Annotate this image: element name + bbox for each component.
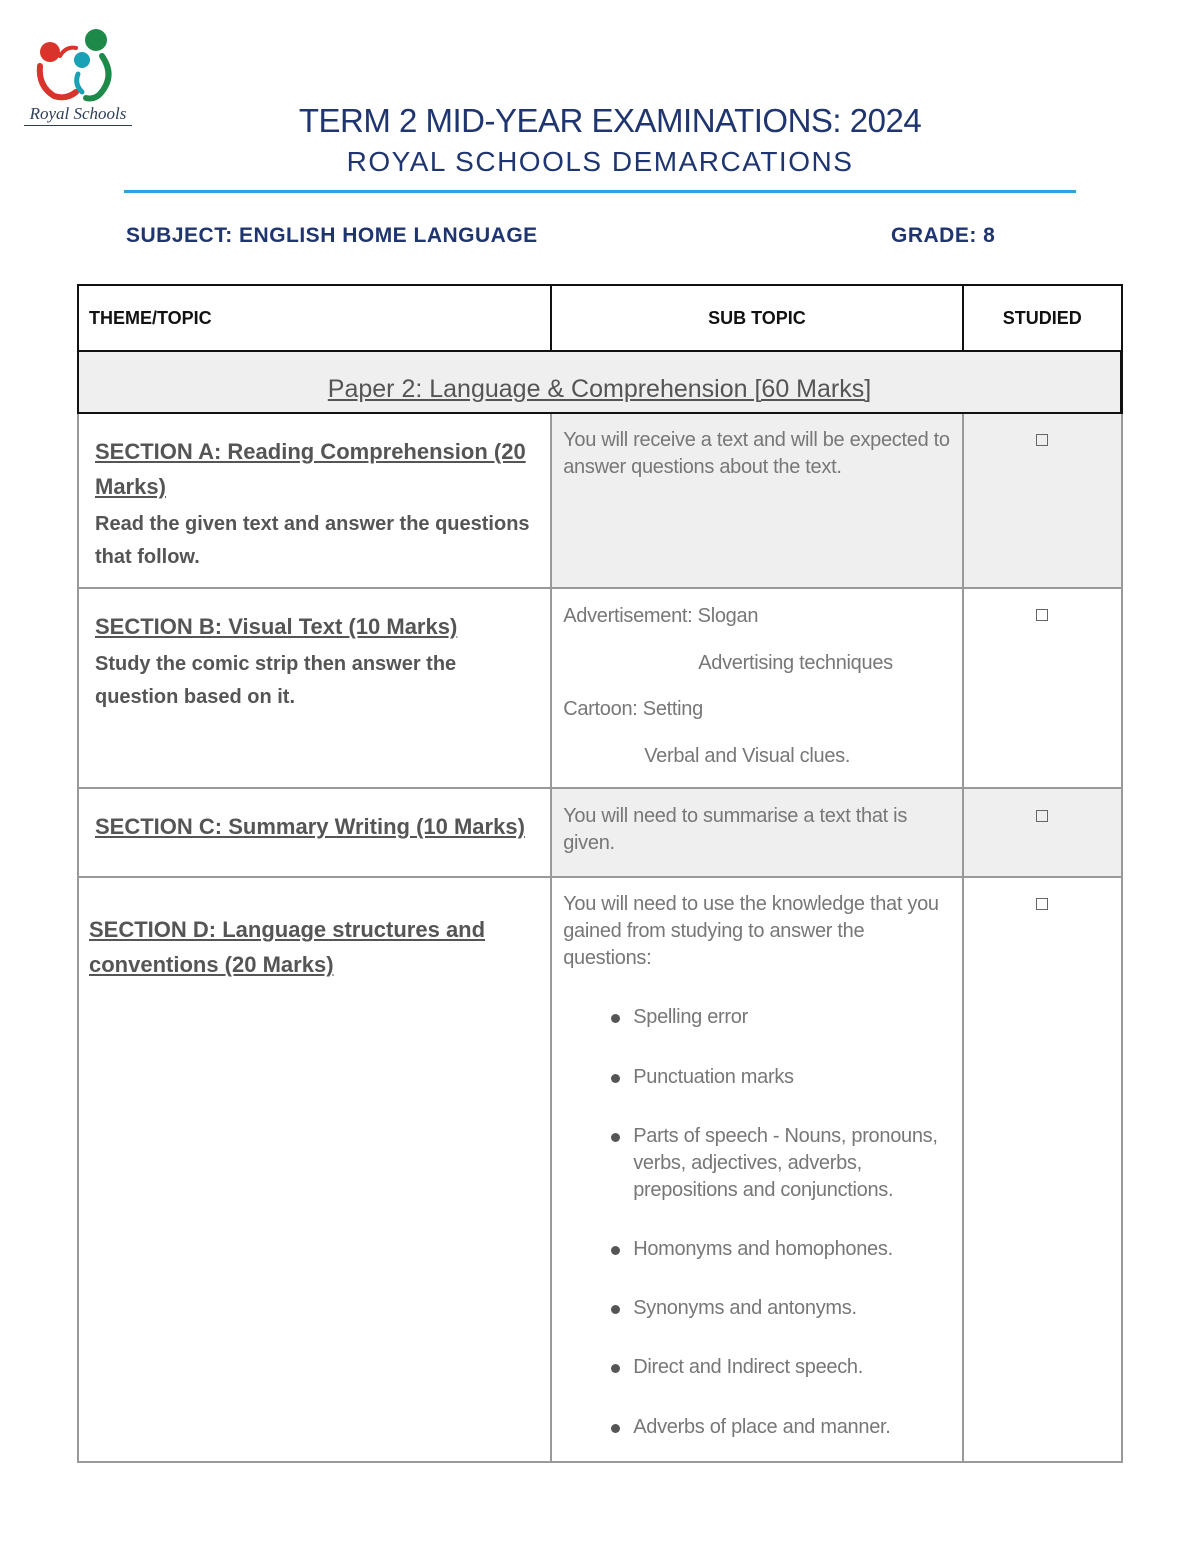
subject-label: SUBJECT: ENGLISH HOME LANGUAGE bbox=[126, 224, 538, 247]
list-item: Homonyms and homophones. bbox=[563, 1236, 893, 1263]
section-a-sub: You will receive a text and will be expected to answer questions about the text. bbox=[563, 429, 950, 478]
column-header-theme: THEME/TOPIC bbox=[79, 286, 552, 350]
page-subtitle: ROYAL SCHOOLS DEMARCATIONS bbox=[346, 146, 854, 177]
demarcation-table bbox=[77, 284, 1123, 1463]
section-c-title: SECTION C: Summary Writing (10 Marks) bbox=[95, 814, 525, 839]
table-row bbox=[77, 878, 1123, 1463]
paper-title: Paper 2: Language & Comprehension [60 Marks] bbox=[327, 374, 872, 403]
list-item: Direct and Indirect speech. bbox=[563, 1354, 863, 1381]
section-c-subtopic bbox=[552, 789, 963, 876]
table-row bbox=[77, 789, 1123, 878]
header-divider bbox=[124, 190, 1076, 193]
grade-label: GRADE: 8 bbox=[891, 224, 996, 247]
table-header-row bbox=[77, 284, 1123, 350]
list-item: Punctuation marks bbox=[563, 1064, 794, 1091]
column-header-subtopic: SUB TOPIC bbox=[552, 286, 963, 350]
bullet-icon bbox=[611, 1305, 620, 1314]
section-c-sub: You will need to summarise a text that is given. bbox=[563, 805, 908, 854]
list-item: Parts of speech - Nouns, pronouns, verbs, adjectives, adverbs, prepositions and conjunctions. bbox=[563, 1123, 943, 1204]
paper-row bbox=[77, 350, 1123, 414]
studied-checkbox-b[interactable] bbox=[1036, 609, 1048, 621]
bullet-icon bbox=[611, 1074, 620, 1083]
list-item: Synonyms and antonyms. bbox=[563, 1295, 857, 1322]
section-d-theme bbox=[79, 878, 552, 1461]
studied-checkbox-d[interactable] bbox=[1036, 898, 1048, 910]
section-a-theme bbox=[79, 414, 552, 587]
studied-checkbox-c[interactable] bbox=[1036, 810, 1048, 822]
bullet-icon bbox=[611, 1424, 620, 1433]
section-d-sub: You will need to use the knowledge that you gained from studying to answer the questions: bbox=[563, 893, 939, 969]
page-title: TERM 2 MID-YEAR EXAMINATIONS: 2024 bbox=[298, 102, 922, 139]
section-b-desc: Study the comic strip then answer the question based on it. bbox=[95, 653, 457, 708]
column-header-studied: STUDIED bbox=[1002, 307, 1082, 328]
section-b-studied bbox=[964, 589, 1121, 787]
section-b-sub-line: Advertising techniques bbox=[698, 652, 893, 674]
list-item: Adverbs of place and manner. bbox=[563, 1414, 890, 1441]
logo-text: Royal Schools bbox=[24, 104, 132, 126]
section-b-sub-line: Cartoon: Setting bbox=[563, 698, 703, 720]
section-a-studied bbox=[964, 414, 1121, 587]
section-d-subtopic bbox=[552, 878, 963, 1461]
bullet-icon bbox=[611, 1246, 620, 1255]
bullet-icon bbox=[611, 1133, 620, 1142]
section-c-theme bbox=[79, 789, 552, 876]
section-d-title: SECTION D: Language structures and conventions (20 Marks) bbox=[89, 917, 486, 977]
section-b-sub-line: Advertisement: Slogan bbox=[563, 605, 759, 627]
section-c-studied bbox=[964, 789, 1121, 876]
section-b-title: SECTION B: Visual Text (10 Marks) bbox=[95, 614, 458, 639]
section-a-subtopic bbox=[552, 414, 963, 587]
studied-checkbox-a[interactable] bbox=[1036, 434, 1048, 446]
bullet-icon bbox=[611, 1364, 620, 1373]
bullet-icon bbox=[611, 1014, 620, 1023]
table-row bbox=[77, 589, 1123, 789]
section-a-title: SECTION A: Reading Comprehension (20 Marks) bbox=[95, 439, 526, 499]
section-b-subtopic bbox=[552, 589, 963, 787]
logo-figures-icon bbox=[24, 26, 132, 106]
list-item: Spelling error bbox=[563, 1004, 748, 1031]
section-d-studied bbox=[964, 878, 1121, 1461]
section-b-sub-line: Verbal and Visual clues. bbox=[644, 745, 851, 767]
table-row bbox=[77, 414, 1123, 589]
section-b-theme bbox=[79, 589, 552, 787]
section-a-desc: Read the given text and answer the questions that follow. bbox=[95, 513, 530, 568]
